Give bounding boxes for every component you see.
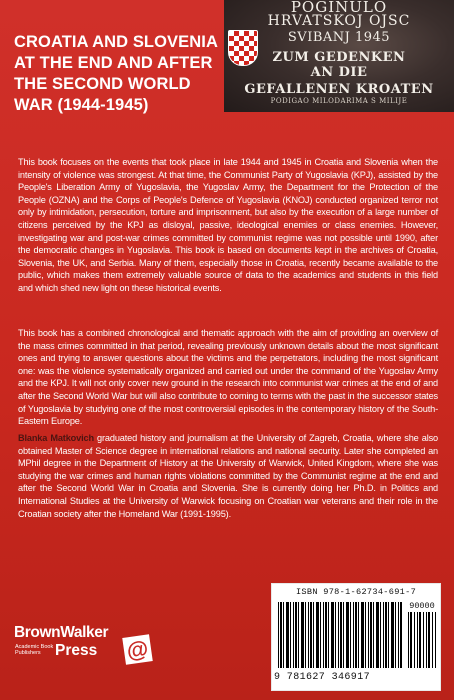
barcode-addon-number: 90000 (409, 601, 435, 611)
book-title (14, 32, 219, 116)
title-line: CROATIA AND SLOVENIA (14, 33, 218, 51)
description-paragraph: This book has a combined chronological and thematic approach with the aim of providing an overview of the mass crimes committed in that period, revealing previously unknown details about the most significant ones and trying to answer questions about the victims and the perpetrators, including the most significant one: was the violence systematically organized and carried out under the command of the Yugoslav Army and the KPJ. It will not only cover new ground in the research into communist war crimes at the end of and after the Second World War but will also contribute to coming to terms with the past in the successor states of Yugoslavia by studying one of the most controversial episodes in the contemporary history of the South-Eastern Europe. (18, 328, 438, 427)
publisher-subline-2: Publishers (15, 650, 41, 656)
logo-glyph: @ (125, 635, 150, 664)
isbn-barcode (271, 583, 441, 691)
publisher-subline-1: Academic Book (15, 644, 54, 650)
author-bio-text: graduated history and journalism at the University of Zagreb, Croatia, where she also obtained Master of Science degree in international relations and national security. Later she completed an MPhil degree in the Department of History at the University of Warwick, United Kingdom, where she was studying the war crimes and human rights violations committed by the Communist regime at the end and after the Second World War in Croatia and Slovenia. She is currently doing her Ph.D. in Politics and International Studies at the University of Warwick focusing on Croatian war veterans and their role in the Croatian society after the Homeland War (1991-1995). (18, 433, 438, 519)
publisher-press: Press (55, 642, 98, 659)
memorial-plaque-photo (224, 0, 454, 112)
author-name: Blanka Matkovich (18, 433, 94, 443)
title-line: AT THE END AND AFTER (14, 54, 213, 72)
author-bio (18, 432, 438, 520)
publisher-subline (15, 644, 53, 656)
description-paragraph: This book focuses on the events that took place in late 1944 and 1945 in Croatia and Slovenia when the intensity of violence was strongest. At that time, the Communist Party of Yugoslavia (KPJ), assisted by the People's Liberation Army of Yugoslavia, the Yugoslav Army, the Department for the Protection of the People (OZNA) and the Corps of People's Defence of Yugoslavia (KNOJ) conducted organized terror not only by intimidation, persecution, torture and imprisonment, but also by the execution of a large number of citizens perceived by the KPJ as disloyal, passive, ideological enemies or class enemies. However, investigating war and post-war crimes committed by communist regime was not possible until 1990, after the democratic changes in Yugoslavia. This book is based on documents kept in the archives of Croatia, Slovenia, the UK, and Serbia. Many of them, especially those in Croatia, recently became available to the public, which makes them extremely valuable source of data to the academics and students in this field and which shed new light on these historical events. (18, 157, 438, 293)
plaque-line: AN DIE (310, 65, 368, 80)
ean-number: 9 781627 346917 (274, 672, 371, 683)
barcode-addon-bars (408, 612, 436, 668)
plaque-line: GEFALLENEN KROATEN (244, 82, 434, 97)
barcode-bars (278, 602, 402, 668)
publisher-logo (14, 624, 164, 674)
publisher-name: BrownWalker (14, 624, 109, 641)
plaque-line: ZUM GEDENKEN (272, 50, 406, 65)
isbn-label: ISBN 978-1-62734-691-7 (295, 587, 417, 597)
plaque-line: SVIBANJ 1945 (287, 30, 391, 45)
plaque-line: PODIGAO MILODARIMA S MILIJE (270, 97, 408, 105)
plaque-line: HRVATSKOJ OJSC (267, 13, 411, 29)
plaque-line: POGINULO (290, 0, 388, 16)
title-line: WAR (1944-1945) (14, 96, 149, 114)
title-line: THE SECOND WORLD (14, 75, 191, 93)
at-sign-logo-icon (122, 634, 152, 664)
